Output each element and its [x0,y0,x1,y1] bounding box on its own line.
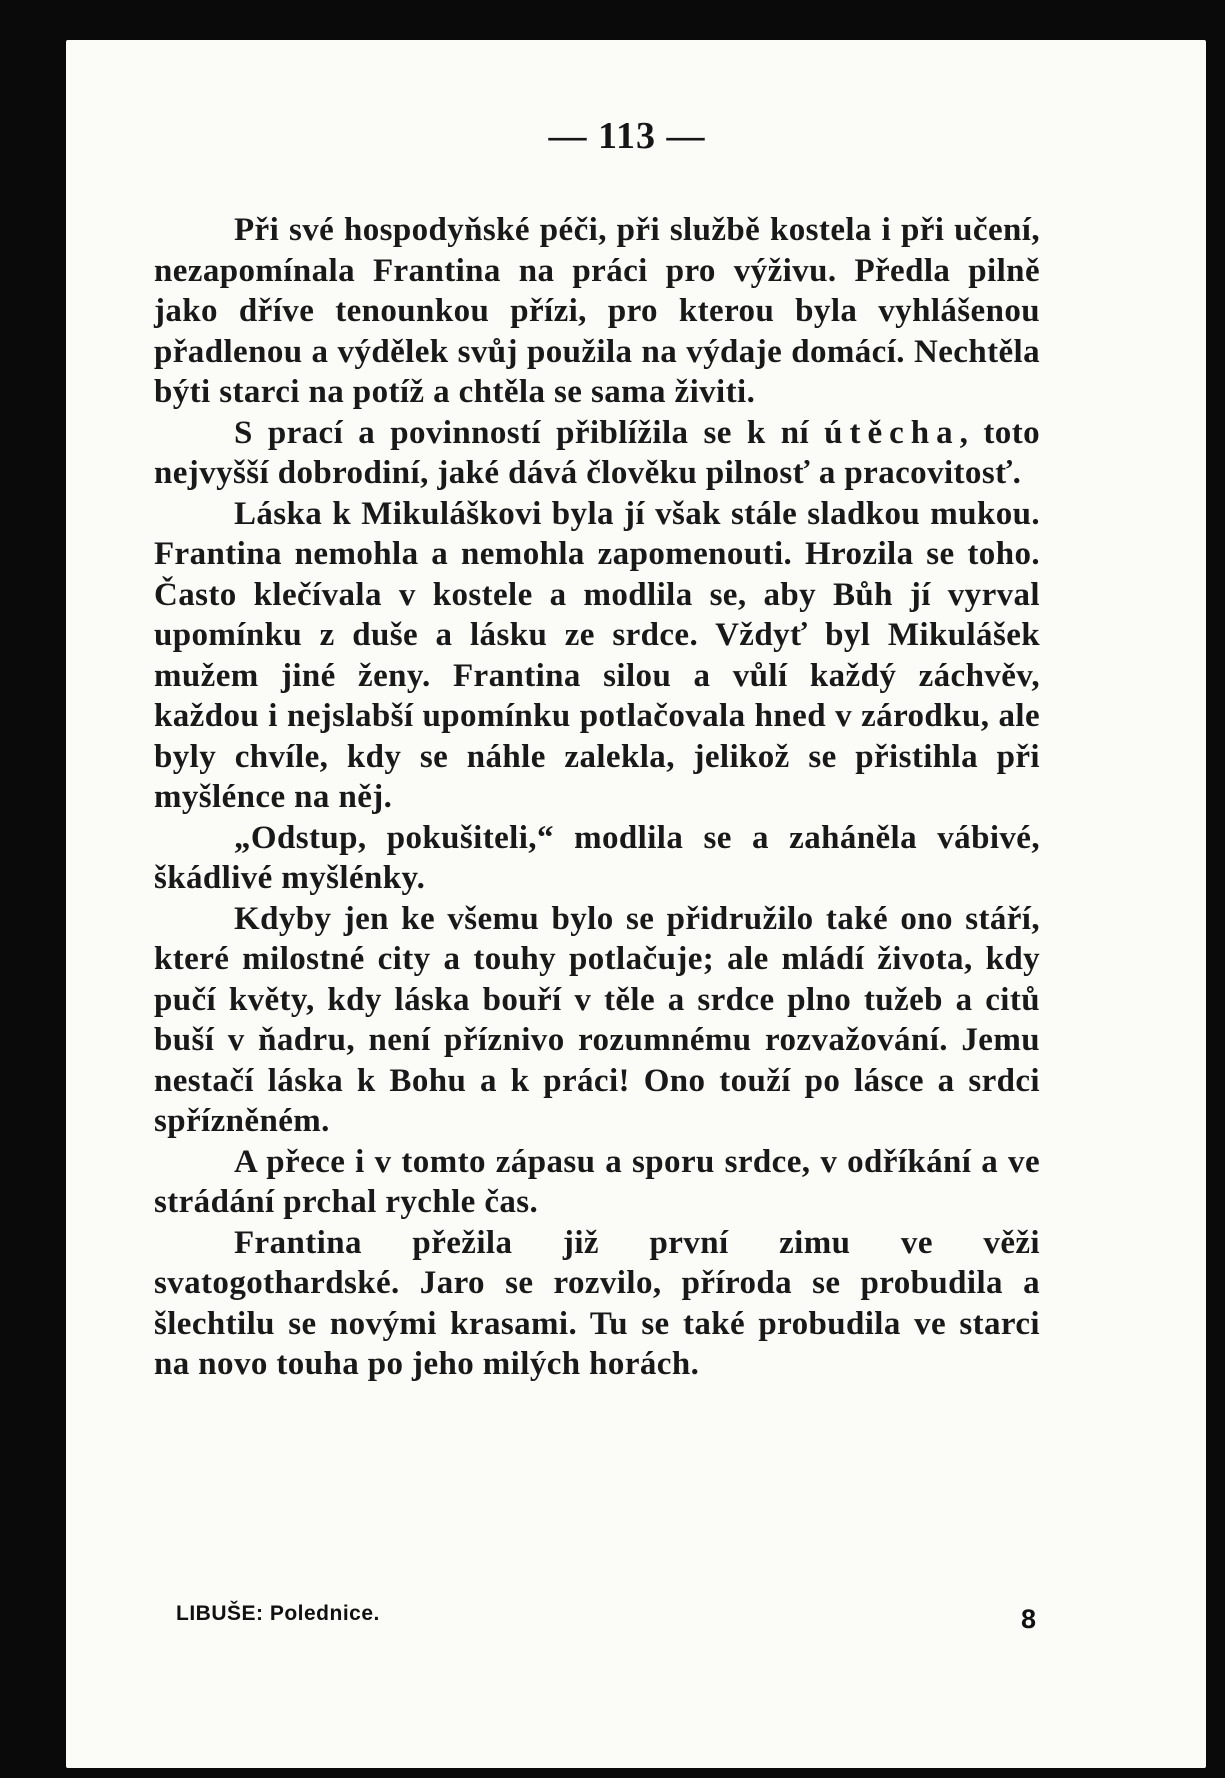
page-footer [176,1602,1036,1642]
paragraph-5 [154,899,1040,1142]
signature-line: LIBUŠE: Polednice. [176,1602,380,1625]
paragraph-3-text: Láska k Mikuláškovi byla jí však stále sladkou mukou. Frantina nemohla a nemohla zapomenouti. Hrozila se toho. Často klečívala v kostele a modlila se, aby Bůh jí vyrval upomínku z duše a lásku ze srdce. Vždyť byl Mikulášek mužem jiné ženy. Frantina silou a vůlí každý záchvěv, každou i nejslabší upomínku potlačovala hned v zárodku, ale byly chvíle, kdy se náhle zalekla, jelikož se přistihla při myšlénce na něj. [154,495,1040,815]
paragraph-6 [154,1142,1040,1223]
paragraph-2 [154,413,1040,494]
paragraph-7 [154,1223,1040,1385]
paragraph-3 [154,494,1040,818]
page-number: — 113 — [548,115,706,157]
paragraph-7-text: Frantina přežila již první zimu ve věži svatogothardské. Jaro se rozvilo, příroda se probudila a šlechtilu se novými krasami. Tu se také probudila ve starci na novo touha po jeho milých horách. [154,1224,1040,1382]
paragraph-2-text-end: , toto nejvyšší dobrodiní, jaké dává člověku pilnosť a pracovitosť. [154,414,1040,491]
paragraph-4-text: „Odstup, pokušiteli,“ modlila se a zaháněla vábivé, škádlivé myšlénky. [154,819,1040,896]
sheet-number: 8 [1020,1604,1036,1634]
emphasized-word: útěcha [824,414,960,451]
page-content [154,112,1040,1385]
paragraph-2-text-start: S prací a povinností přiblížila se k ní [234,414,825,451]
paragraph-4 [154,818,1040,899]
body-text [154,210,1040,1385]
book-page [66,40,1206,1768]
paragraph-1-text: Při své hospodyňské péči, při službě kostela i při učení, nezapomínala Frantina na práci pro výživu. Předla pilně jako dříve tenounkou přízi, pro kterou byla vyhlášenou přadlenou a výdělek svůj použila na výdaje domácí. Nechtěla býti starci na potíž a chtěla se sama živiti. [154,212,1040,410]
paragraph-5-text: Kdyby jen ke všemu bylo se přidružilo také ono stáří, které milostné city a touhy potlačuje; ale mládí života, kdy pučí květy, kdy láska bouří v těle a srdce plno tužeb a citů buší v ňadru, není příznivo rozumnému rozvažování. Jemu nestačí láska k Bohu a k práci! Ono touží po lásce a srdci spřízněném. [154,900,1040,1139]
paragraph-1 [154,210,1040,413]
paragraph-6-text: A přece i v tomto zápasu a sporu srdce, v odříkání a ve strádání prchal rychle čas. [154,1143,1040,1220]
